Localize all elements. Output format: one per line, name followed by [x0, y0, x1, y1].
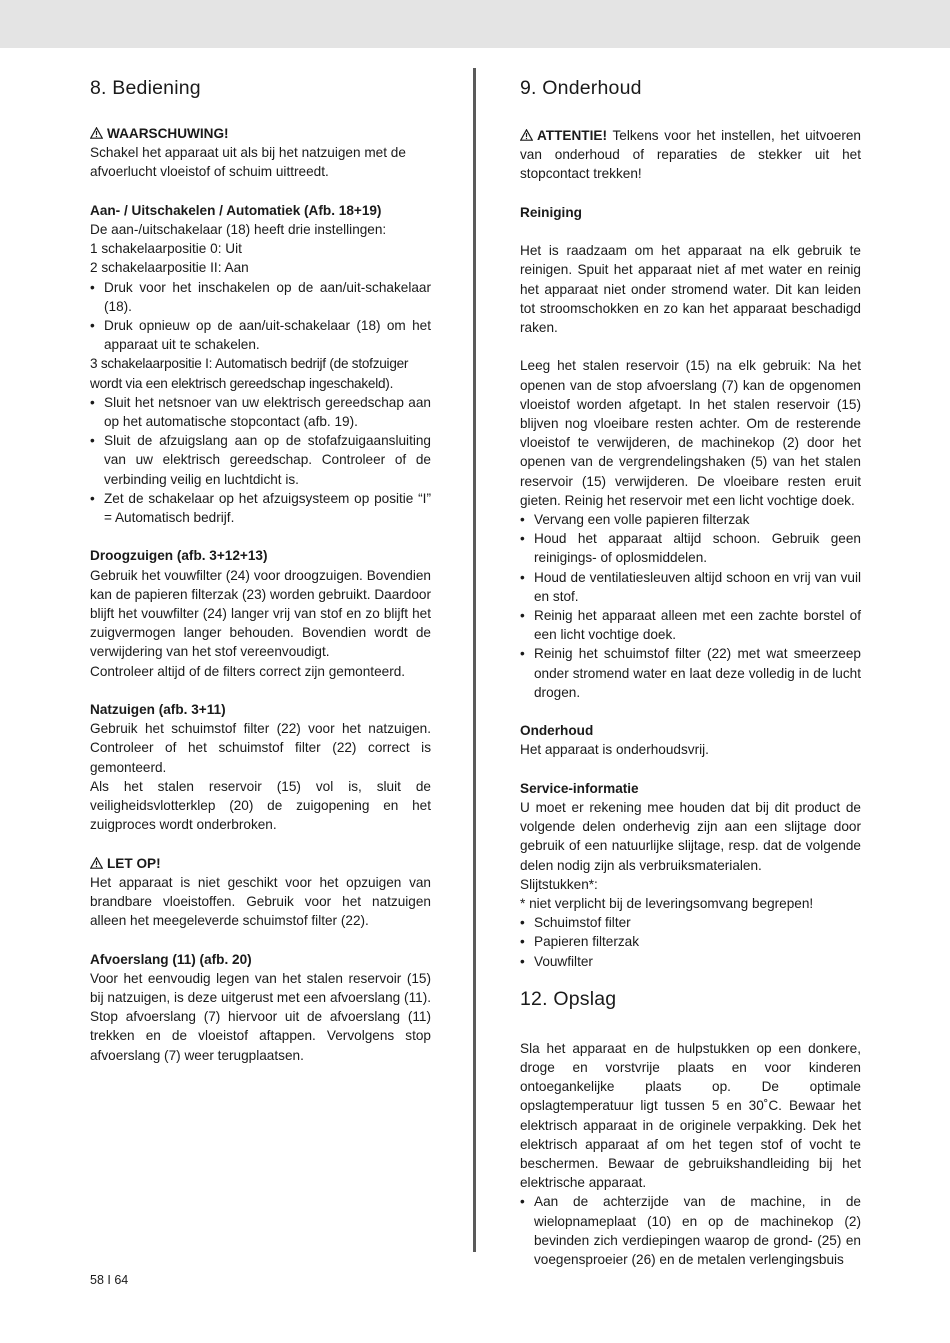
list-item: • Reinig het apparaat alleen met een zachte borstel of een licht vochtige doek.	[520, 606, 861, 644]
switch-line-1: De aan-/uitschakelaar (18) heeft drie instellingen:	[90, 222, 387, 237]
list-item: • Sluit het netsnoer van uw elektrisch gereedschap aan op het automatische stopcontact (afb. 19).	[90, 393, 431, 431]
clean-text: Het is raadzaam om het apparaat na elk gebruik te reinigen. Spuit het apparaat niet af met water en reinig het apparaat niet onder stromend water. Dit kan leiden tot stroomschokken en zo kan het apparaat beschadigd raken.	[520, 243, 861, 335]
dry-text: Gebruik het vouwfilter (24) voor droogzuigen. Bovendien kan de papieren filterzak (23) worden gebruikt. Daardoor blijft het vouwfilter (24) langer vrij van stof en zo blijft het zuigvermogen langer behouden. Bovendien wordt de verwijdering van het stof vereenvoudigt.	[90, 567, 431, 660]
wet-heading: Natzuigen (afb. 3+11)	[90, 702, 226, 718]
caution-label: LET OP!	[107, 855, 161, 871]
warning-triangle-icon	[90, 857, 103, 869]
list-item: • Aan de achterzijde van de machine, in de wielopnameplaat (10) en op de machinekop (2) bevinden zich verdiepingen waarop de grond- (25) en voegensproeier (26) en de metalen verlengingsbuis	[520, 1192, 861, 1269]
list-item: • Druk opnieuw op de aan/uit-schakelaar (18) om het apparaat uit te schakelen.	[90, 316, 431, 354]
warning-heading	[90, 124, 431, 143]
page-number: 58 I 64	[90, 1273, 129, 1287]
clean-text-2: Leeg het stalen reservoir (15) na elk gebruik: Na het openen van de stop afvoerslang (7) kan de opgenomen vloeistof worden afgetapt. In het stalen reservoir (15) blijven nog vloeibare resten achter. Om de resterende vloeistof te verwijderen, de machinekop (2) door het openen van de vergrendelingshaken (5) van het stalen reservoir (15) verwijderen. De vloeibare resten eruit gieten. Reinig het reservoir met een licht vochtige doek.	[520, 358, 861, 508]
switch-automatic-line: 3 schakelaarpositie I: Automatisch bedrijf (de stofzuiger wordt via een elektrisch gereedschap ingeschakeld).	[90, 356, 409, 391]
service-line-1: Slijtstukken*:	[520, 876, 598, 892]
maintenance-text: Het apparaat is onderhoudsvrij.	[520, 742, 709, 758]
storage-text: Sla het apparaat en de hulpstukken op een donkere, droge en vorstvrije plaats en voor kinderen ontoegankelijke plaats op. De optimale opslagtemperatuur ligt tussen 5 en 30˚C. Bewaar het elektrisch apparaat in de originele verpakking. Dek het elektrisch apparaat af om het tegen stof of vocht te beschermen. Bewaar de gebruikshandleiding bij het elektrische apparaat.	[520, 1040, 861, 1191]
warning-label: WAARSCHUWING!	[107, 126, 229, 141]
service-heading: Service-informatie	[520, 780, 639, 796]
service-line-2: * niet verplicht bij de leveringsomvang begrepen!	[520, 896, 814, 912]
section-title-opslag: 12. Opslag	[520, 987, 617, 1010]
clean-bullets	[520, 510, 861, 702]
list-item: • Reinig het schuimstof filter (22) met wat smeerzeep onder stromend water en laat deze volledig in de lucht drogen.	[520, 644, 861, 702]
clean-heading: Reiniging	[520, 204, 582, 220]
switch-bullets-b	[90, 393, 431, 527]
list-item: • Vouwfilter	[520, 952, 861, 971]
list-item: • Houd de ventilatiesleuven altijd schoon en vrij van vuil en stof.	[520, 568, 861, 606]
list-item: • Schuimstof filter	[520, 913, 861, 932]
column-divider	[473, 68, 476, 1252]
attention-text: Telkens voor het instellen, het uitvoeren van onderhoud of reparaties de stekker uit het stopcontact trekken!	[520, 128, 861, 182]
switch-line-3: 2 schakelaarpositie II: Aan	[90, 260, 249, 276]
list-item: • Zet de schakelaar op het afzuigsysteem op positie “I” = Automatisch bedrijf.	[90, 489, 431, 527]
storage-bullets	[520, 1192, 861, 1269]
attention-paragraph	[520, 126, 861, 184]
service-text: U moet er rekening mee houden dat bij dit product de volgende delen onderhevig zijn aan een slijtage door gebruik of een natuurlijke slijtage, resp. dat de volgende delen nodig zijn als verbruiksmaterialen.	[520, 800, 861, 873]
list-item: • Houd het apparaat altijd schoon. Gebruik geen reinigings- of oplosmiddelen.	[520, 529, 861, 567]
caution-text: Het apparaat is niet geschikt voor het opzuigen van brandbare vloeistoffen. Gebruik voor het natzuigen alleen het meegeleverde schuimstof filter (22).	[90, 874, 431, 929]
warning-text: Schakel het apparaat uit als bij het natzuigen met de afvoerlucht vloeistof of schuim uittreedt.	[90, 145, 406, 180]
dry-heading: Droogzuigen (afb. 3+12+13)	[90, 548, 268, 564]
wet-text: Gebruik het schuimstof filter (22) voor het natzuigen. Controleer of het schuimstof filter (22) correct is gemonteerd.	[90, 721, 431, 775]
section-title-onderhoud: 9. Onderhoud	[520, 77, 642, 99]
switch-heading: Aan- / Uitschakelen / Automatiek (Afb. 18+19)	[90, 202, 382, 218]
list-item: • Sluit de afzuigslang aan op de stofafzuigaansluiting van uw elektrisch gereedschap. Controleer of de verbinding veilig en luchtdicht is.	[90, 431, 431, 489]
attention-label: ATTENTIE!	[537, 128, 607, 143]
switch-line-2: 1 schakelaarpositie 0: Uit	[90, 241, 242, 257]
drain-text: Voor het eenvoudig legen van het stalen reservoir (15) bij natzuigen, is deze uitgerust met een afvoerslang (11). Stop afvoerslang (7) hiervoor uit de afvoerslang (11) trekken en de vloeistof aftappen. Vervolgens stop afvoerslang (7) weer terugplaatsen.	[90, 970, 431, 1063]
header-band	[0, 0, 950, 48]
list-item: • Papieren filterzak	[520, 932, 861, 951]
wet-text-2: Als het stalen reservoir (15) vol is, sluit de veiligheidsvlotterklep (20) de zuigopening en het zuigproces wordt onderbroken.	[90, 778, 431, 833]
switch-bullets-a	[90, 278, 431, 355]
left-column	[90, 74, 431, 1065]
drain-heading: Afvoerslang (11) (afb. 20)	[90, 951, 252, 967]
caution-heading	[90, 854, 431, 873]
service-bullets	[520, 913, 861, 971]
right-column	[520, 74, 861, 1269]
list-item: • Vervang een volle papieren filterzak	[520, 510, 861, 529]
dry-text-2: Controleer altijd of de filters correct zijn gemonteerd.	[90, 663, 406, 679]
warning-triangle-icon	[90, 127, 103, 139]
list-item: • Druk voor het inschakelen op de aan/uit-schakelaar (18).	[90, 278, 431, 316]
section-title-bediening: 8. Bediening	[90, 77, 201, 99]
maintenance-heading: Onderhoud	[520, 723, 594, 739]
warning-triangle-icon	[520, 129, 533, 141]
